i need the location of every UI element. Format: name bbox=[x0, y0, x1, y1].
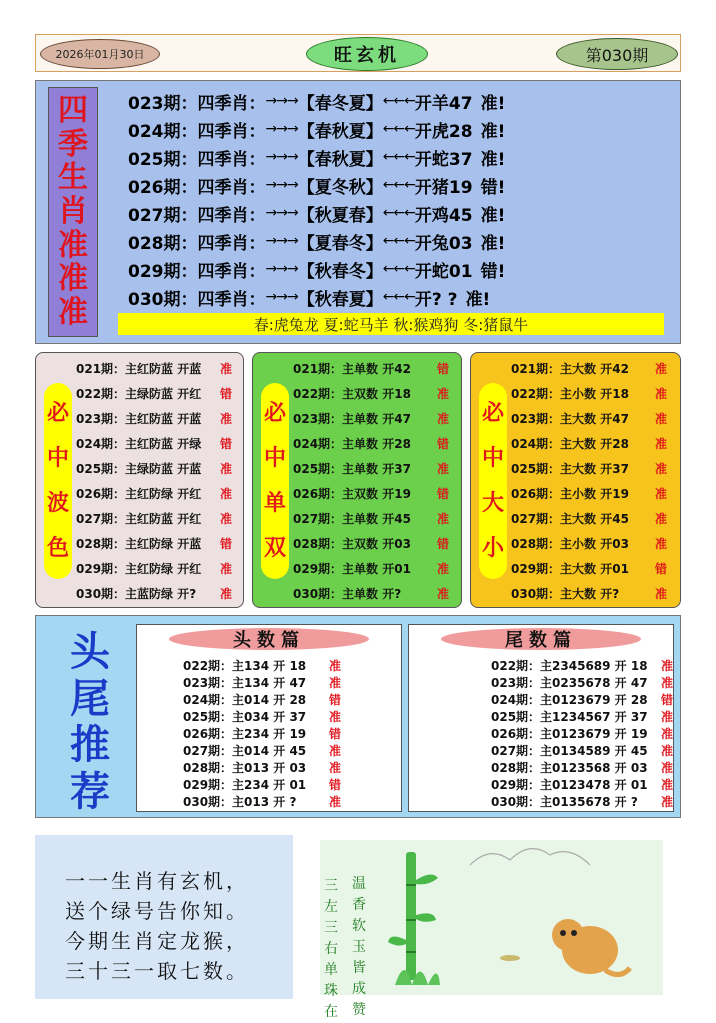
vertical-char: 玉 bbox=[352, 939, 366, 955]
hit-result: 准 bbox=[655, 511, 668, 526]
hit-result: 错! bbox=[480, 177, 506, 198]
hit-result: 准 bbox=[437, 411, 450, 426]
list-item bbox=[491, 742, 674, 759]
date-label: 2026年01月30日 bbox=[40, 39, 160, 69]
row-text: 027期：主0134589 开 45 bbox=[491, 744, 648, 758]
list-item bbox=[293, 482, 450, 504]
hit-result: 准 bbox=[437, 511, 450, 526]
list-item bbox=[183, 759, 342, 776]
head-tail-title-char: 推 bbox=[70, 721, 110, 769]
season-title-char: 准 bbox=[58, 227, 88, 263]
row-text: 024期：主红防蓝 开绿 bbox=[76, 436, 202, 451]
hit-result: 准 bbox=[655, 461, 668, 476]
list-item bbox=[511, 382, 668, 404]
list-item bbox=[293, 457, 450, 479]
row-text: 030期：主大数 开? bbox=[511, 586, 620, 601]
head-tail-title-char: 荐 bbox=[70, 767, 110, 815]
season-row bbox=[128, 143, 505, 171]
row-text: 022期：主绿防蓝 开红 bbox=[76, 386, 202, 401]
hit-result: 准 bbox=[329, 659, 342, 673]
row-label: 四季肖： bbox=[197, 205, 266, 226]
hit-result: 准 bbox=[661, 795, 674, 809]
box-title-char: 色 bbox=[46, 535, 69, 561]
head-number-box bbox=[136, 624, 402, 812]
hit-result: 错 bbox=[220, 536, 233, 551]
arrow-left: ←←← bbox=[382, 121, 415, 137]
head-tail-title-char: 头 bbox=[70, 628, 110, 675]
list-item bbox=[293, 357, 450, 379]
arrow-left: ←←← bbox=[382, 93, 415, 109]
season-title-char: 准 bbox=[58, 261, 88, 297]
list-item bbox=[76, 532, 233, 554]
season-row bbox=[128, 171, 505, 199]
issue-number: 027期： bbox=[128, 205, 198, 226]
hit-result: 准! bbox=[480, 205, 506, 226]
vertical-char: 左 bbox=[324, 899, 338, 915]
arrow-right: →→→ bbox=[265, 261, 298, 277]
box-title-char: 小 bbox=[481, 535, 504, 561]
season-row bbox=[128, 199, 505, 227]
hit-result: 错 bbox=[437, 436, 450, 451]
list-item bbox=[491, 657, 674, 674]
poem-line: 三十三一取七数。 bbox=[65, 959, 249, 983]
hit-result: 准 bbox=[220, 561, 233, 576]
row-text: 022期：主134 开 18 bbox=[183, 659, 307, 673]
hit-result: 准 bbox=[655, 536, 668, 551]
row-text: 029期：主大数 开01 bbox=[511, 561, 629, 576]
list-item bbox=[293, 507, 450, 529]
issue-label: 第030期 bbox=[556, 38, 678, 70]
season-title-char: 准 bbox=[58, 295, 88, 331]
vertical-char: 赞 bbox=[352, 1002, 366, 1018]
hit-result: 错 bbox=[437, 361, 450, 376]
row-text: 029期：主红防绿 开红 bbox=[76, 561, 202, 576]
row-text: 022期：主小数 开18 bbox=[511, 386, 629, 401]
row-text: 028期：主013 开 03 bbox=[183, 761, 307, 775]
hit-result: 准 bbox=[655, 411, 668, 426]
hit-result: 准 bbox=[437, 561, 450, 576]
list-item bbox=[511, 507, 668, 529]
hit-result: 准 bbox=[661, 727, 674, 741]
hit-result: 准 bbox=[437, 386, 450, 401]
arrow-right: →→→ bbox=[265, 289, 298, 305]
open-result: 开鸡45 bbox=[414, 205, 473, 226]
row-text: 025期：主大数 开37 bbox=[511, 461, 629, 476]
odd-even-box bbox=[252, 352, 462, 608]
row-text: 022期：主双数 开18 bbox=[293, 386, 411, 401]
zodiac-pick: 【春冬夏】 bbox=[297, 93, 383, 114]
hit-result: 准 bbox=[437, 586, 450, 601]
vertical-char: 成 bbox=[352, 981, 366, 997]
vertical-char: 在 bbox=[324, 1004, 338, 1020]
row-text: 021期：主大数 开42 bbox=[511, 361, 629, 376]
box-title-char: 双 bbox=[263, 535, 286, 561]
row-text: 027期：主单数 开45 bbox=[293, 511, 411, 526]
row-text: 026期：主红防绿 开红 bbox=[76, 486, 202, 501]
hit-result: 错 bbox=[220, 386, 233, 401]
row-label: 四季肖： bbox=[197, 233, 266, 254]
hit-result: 准 bbox=[329, 744, 342, 758]
row-text: 028期：主0123568 开 03 bbox=[491, 761, 648, 775]
poem-line: 送个绿号告你知。 bbox=[65, 899, 249, 923]
row-label: 四季肖： bbox=[197, 93, 266, 114]
zodiac-pick: 【夏春冬】 bbox=[297, 233, 383, 254]
hit-result: 准 bbox=[220, 361, 233, 376]
poem-line: 一一生肖有玄机， bbox=[65, 869, 249, 893]
hit-result: 准 bbox=[329, 710, 342, 724]
big-small-box bbox=[470, 352, 681, 608]
hit-result: 准 bbox=[220, 411, 233, 426]
hit-result: 准 bbox=[661, 778, 674, 792]
row-text: 030期：主蓝防绿 开? bbox=[76, 586, 197, 601]
list-item bbox=[183, 725, 342, 742]
season-row bbox=[128, 115, 505, 143]
row-text: 023期：主0235678 开 47 bbox=[491, 676, 648, 690]
hit-result: 准 bbox=[329, 795, 342, 809]
box-title-char: 中 bbox=[263, 445, 286, 471]
row-text: 029期：主单数 开01 bbox=[293, 561, 411, 576]
vertical-char: 三 bbox=[324, 878, 338, 894]
list-item bbox=[76, 432, 233, 454]
hit-result: 准 bbox=[437, 461, 450, 476]
list-item bbox=[491, 725, 674, 742]
row-text: 021期：主红防蓝 开蓝 bbox=[76, 361, 202, 376]
zodiac-pick: 【夏冬秋】 bbox=[297, 177, 383, 198]
row-text: 028期：主小数 开03 bbox=[511, 536, 629, 551]
arrow-left: ←←← bbox=[382, 149, 415, 165]
row-text: 024期：主单数 开28 bbox=[293, 436, 411, 451]
row-label: 四季肖： bbox=[197, 177, 266, 198]
row-text: 030期：主0135678 开 ? bbox=[491, 795, 638, 809]
row-text: 029期：主0123478 开 01 bbox=[491, 778, 648, 792]
list-item bbox=[76, 407, 233, 429]
odd-even-title bbox=[261, 383, 289, 579]
arrow-left: ←←← bbox=[382, 205, 415, 221]
vertical-char: 珠 bbox=[324, 983, 338, 999]
list-item bbox=[511, 457, 668, 479]
row-text: 026期：主小数 开19 bbox=[511, 486, 629, 501]
vertical-char: 软 bbox=[352, 918, 366, 934]
row-label: 四季肖： bbox=[197, 261, 266, 282]
arrow-right: →→→ bbox=[265, 93, 298, 109]
hit-result: 准 bbox=[220, 461, 233, 476]
issue-number: 023期： bbox=[128, 93, 198, 114]
hit-result: 准 bbox=[220, 586, 233, 601]
hit-result: 错 bbox=[329, 693, 342, 707]
hit-result: 准 bbox=[220, 486, 233, 501]
zodiac-pick: 【秋春冬】 bbox=[297, 261, 383, 282]
list-item bbox=[511, 357, 668, 379]
arrow-right: →→→ bbox=[265, 205, 298, 221]
row-text: 025期：主绿防蓝 开蓝 bbox=[76, 461, 202, 476]
tail-number-box bbox=[408, 624, 674, 812]
head-tail-panel bbox=[35, 615, 681, 818]
issue-number: 029期： bbox=[128, 261, 198, 282]
row-text: 024期：主0123679 开 28 bbox=[491, 693, 648, 707]
list-item bbox=[76, 357, 233, 379]
hit-result: 准! bbox=[480, 121, 506, 142]
zodiac-pick: 【秋夏春】 bbox=[297, 205, 383, 226]
list-item bbox=[183, 776, 342, 793]
vertical-char: 温 bbox=[352, 876, 366, 892]
row-text: 030期：主单数 开? bbox=[293, 586, 402, 601]
row-label: 四季肖： bbox=[197, 149, 266, 170]
season-title-char: 生 bbox=[58, 160, 88, 196]
arrow-right: →→→ bbox=[265, 149, 298, 165]
season-title-char: 肖 bbox=[58, 193, 88, 229]
list-item bbox=[293, 407, 450, 429]
list-item bbox=[293, 557, 450, 579]
hit-result: 准 bbox=[329, 761, 342, 775]
season-row bbox=[128, 227, 505, 255]
arrow-right: →→→ bbox=[265, 177, 298, 193]
list-item bbox=[491, 776, 674, 793]
tail-number-title: 尾数篇 bbox=[441, 628, 641, 650]
row-text: 024期：主大数 开28 bbox=[511, 436, 629, 451]
row-text: 028期：主双数 开03 bbox=[293, 536, 411, 551]
hit-result: 准 bbox=[655, 361, 668, 376]
hit-result: 准! bbox=[480, 93, 506, 114]
list-item bbox=[183, 657, 342, 674]
hit-result: 准 bbox=[661, 710, 674, 724]
list-item bbox=[183, 793, 342, 810]
vertical-char: 右 bbox=[324, 941, 338, 957]
season-title-char: 季 bbox=[58, 126, 88, 162]
list-item bbox=[76, 482, 233, 504]
row-text: 023期：主红防蓝 开蓝 bbox=[76, 411, 202, 426]
list-item bbox=[76, 557, 233, 579]
hit-result: 准! bbox=[480, 233, 506, 254]
season-panel-title bbox=[48, 87, 98, 337]
row-label: 四季肖： bbox=[197, 289, 266, 310]
issue-number: 028期： bbox=[128, 233, 198, 254]
zodiac-pick: 【春秋夏】 bbox=[297, 121, 383, 142]
list-item bbox=[491, 674, 674, 691]
issue-number: 030期： bbox=[128, 289, 198, 310]
poem-line: 今期生肖定龙猴， bbox=[65, 929, 249, 953]
hit-result: 准 bbox=[220, 511, 233, 526]
hit-result: 准 bbox=[655, 386, 668, 401]
arrow-left: ←←← bbox=[382, 289, 415, 305]
row-text: 021期：主单数 开42 bbox=[293, 361, 411, 376]
head-tail-title bbox=[46, 628, 134, 815]
box-title-char: 波 bbox=[46, 490, 69, 516]
arrow-right: →→→ bbox=[265, 233, 298, 249]
box-title-char: 单 bbox=[263, 490, 286, 516]
row-label: 四季肖： bbox=[197, 121, 266, 142]
hit-result: 准 bbox=[661, 761, 674, 775]
head-number-title: 头数篇 bbox=[169, 628, 369, 650]
list-item bbox=[183, 674, 342, 691]
vertical-char: 皆 bbox=[352, 960, 366, 976]
box-title-char: 中 bbox=[481, 445, 504, 471]
list-item bbox=[491, 793, 674, 810]
list-item bbox=[293, 382, 450, 404]
hit-result: 错 bbox=[437, 486, 450, 501]
header-bar bbox=[35, 34, 681, 72]
list-item bbox=[76, 507, 233, 529]
hit-result: 准 bbox=[655, 436, 668, 451]
row-text: 024期：主014 开 28 bbox=[183, 693, 307, 707]
hit-result: 错 bbox=[437, 536, 450, 551]
row-text: 028期：主红防绿 开蓝 bbox=[76, 536, 202, 551]
hit-result: 准! bbox=[480, 149, 506, 170]
issue-number: 025期： bbox=[128, 149, 198, 170]
list-item bbox=[491, 708, 674, 725]
row-text: 022期：主2345689 开 18 bbox=[491, 659, 648, 673]
season-zodiac-panel bbox=[35, 80, 681, 344]
page-title: 旺玄机 bbox=[306, 37, 428, 71]
arrow-left: ←←← bbox=[382, 261, 415, 277]
big-small-title bbox=[479, 383, 507, 579]
open-result: 开兔03 bbox=[414, 233, 473, 254]
row-text: 025期：主034 开 37 bbox=[183, 710, 307, 724]
open-result: 开猪19 bbox=[414, 177, 473, 198]
vertical-text-right bbox=[352, 874, 366, 1021]
box-title-char: 必 bbox=[263, 400, 286, 426]
row-text: 025期：主单数 开37 bbox=[293, 461, 411, 476]
hit-result: 错 bbox=[661, 693, 674, 707]
wave-color-title bbox=[44, 383, 72, 579]
season-legend: 春:虎兔龙 夏:蛇马羊 秋:猴鸡狗 冬:猪鼠牛 bbox=[118, 313, 664, 335]
hit-result: 错 bbox=[329, 778, 342, 792]
list-item bbox=[183, 691, 342, 708]
head-tail-title-char: 尾 bbox=[70, 674, 110, 722]
arrow-right: →→→ bbox=[265, 121, 298, 137]
list-item bbox=[511, 482, 668, 504]
list-item bbox=[511, 407, 668, 429]
hit-result: 准! bbox=[465, 289, 491, 310]
box-title-char: 必 bbox=[481, 400, 504, 426]
zodiac-pick: 【春秋夏】 bbox=[297, 149, 383, 170]
row-text: 023期：主大数 开47 bbox=[511, 411, 629, 426]
open-result: 开虎28 bbox=[414, 121, 473, 142]
season-row bbox=[128, 87, 505, 115]
bamboo-tiger-illustration bbox=[320, 840, 663, 995]
hit-result: 错! bbox=[480, 261, 506, 282]
arrow-left: ←←← bbox=[382, 233, 415, 249]
row-text: 025期：主1234567 开 37 bbox=[491, 710, 648, 724]
hit-result: 准 bbox=[661, 659, 674, 673]
hit-result: 错 bbox=[655, 561, 668, 576]
hit-result: 准 bbox=[655, 486, 668, 501]
issue-number: 026期： bbox=[128, 177, 198, 198]
vertical-text-left bbox=[324, 876, 338, 1023]
season-row bbox=[128, 255, 505, 283]
hit-result: 准 bbox=[655, 586, 668, 601]
open-result: 开蛇37 bbox=[414, 149, 473, 170]
open-result: 开羊47 bbox=[414, 93, 473, 114]
poem-box bbox=[35, 835, 293, 999]
list-item bbox=[293, 532, 450, 554]
row-text: 027期：主014 开 45 bbox=[183, 744, 307, 758]
row-text: 027期：主大数 开45 bbox=[511, 511, 629, 526]
box-title-char: 必 bbox=[46, 400, 69, 426]
season-row bbox=[128, 283, 490, 311]
vertical-char: 三 bbox=[324, 920, 338, 936]
row-text: 030期：主013 开 ? bbox=[183, 795, 297, 809]
hit-result: 准 bbox=[661, 676, 674, 690]
list-item bbox=[76, 382, 233, 404]
riddle-picture bbox=[320, 840, 663, 1020]
hit-result: 错 bbox=[220, 436, 233, 451]
vertical-char: 单 bbox=[324, 962, 338, 978]
row-text: 029期：主234 开 01 bbox=[183, 778, 307, 792]
list-item bbox=[511, 432, 668, 454]
vertical-char: 香 bbox=[352, 897, 366, 913]
row-text: 023期：主134 开 47 bbox=[183, 676, 307, 690]
zodiac-pick: 【秋春夏】 bbox=[297, 289, 383, 310]
list-item bbox=[183, 708, 342, 725]
hit-result: 准 bbox=[329, 676, 342, 690]
list-item bbox=[76, 582, 233, 604]
open-result: 开蛇01 bbox=[414, 261, 473, 282]
list-item bbox=[293, 432, 450, 454]
row-text: 023期：主单数 开47 bbox=[293, 411, 411, 426]
list-item bbox=[511, 582, 668, 604]
issue-number: 024期： bbox=[128, 121, 198, 142]
hit-result: 错 bbox=[329, 727, 342, 741]
box-title-char: 中 bbox=[46, 445, 69, 471]
list-item bbox=[511, 557, 668, 579]
row-text: 026期：主双数 开19 bbox=[293, 486, 411, 501]
list-item bbox=[491, 691, 674, 708]
list-item bbox=[511, 532, 668, 554]
wave-color-box bbox=[35, 352, 244, 608]
box-title-char: 大 bbox=[481, 490, 504, 516]
season-title-char: 四 bbox=[58, 92, 88, 128]
open-result: 开? ? bbox=[414, 289, 458, 310]
row-text: 026期：主234 开 19 bbox=[183, 727, 307, 741]
list-item bbox=[293, 582, 450, 604]
list-item bbox=[76, 457, 233, 479]
row-text: 026期：主0123679 开 19 bbox=[491, 727, 648, 741]
list-item bbox=[491, 759, 674, 776]
arrow-left: ←←← bbox=[382, 177, 415, 193]
row-text: 027期：主红防蓝 开红 bbox=[76, 511, 202, 526]
hit-result: 准 bbox=[661, 744, 674, 758]
list-item bbox=[183, 742, 342, 759]
